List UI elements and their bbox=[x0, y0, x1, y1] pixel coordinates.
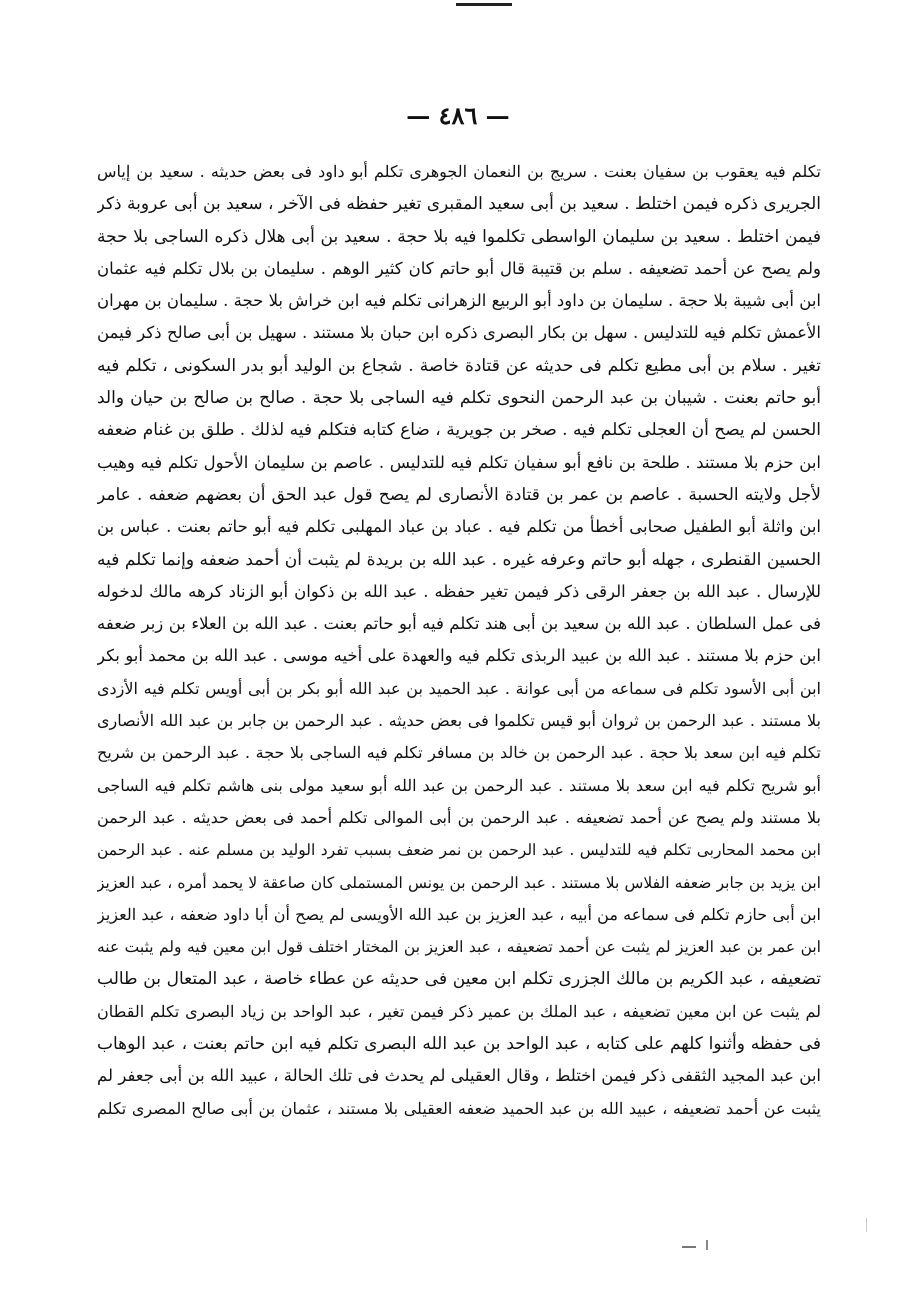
text-line: ابن عبد المجيد الثقفى ذكر فيمن اختلط ، وقال العقيلى لم يحدث فى تلك الحالة ، عبيد الله بن أبى جعفر لم bbox=[97, 1066, 821, 1086]
text-line: فى حفظه وأثنوا كلهم على كتابه ، عبد الواحد بن عبد الله البصرى تكلم فيه ابن حاتم بعنت ، عبد الوهاب bbox=[97, 1034, 821, 1055]
text-line: للإرسال . عبد الله بن جعفر الرقى ذكر فيمن تغير حفظه . عبد الله بن ذكوان أبو الزناد كرهه مالك لدخوله bbox=[97, 581, 821, 601]
text-line: الحسن لم يصح أن العجلى تكلم فيه . صخر بن جويرية ، ضاع كتابه فتكلم فيه لذلك . طلق بن غنام ضعفه bbox=[97, 420, 821, 441]
top-rule bbox=[456, 3, 512, 6]
text-line: ابن أبى الأسود تكلم فى سماعه من أبى عوانة . عبد الحميد بن عبد الله أبو بكر بن أبى أويس تكلم فيه الأزدى bbox=[97, 678, 821, 698]
text-line: ابن واثلة أبو الطفيل صحابى أخطأ من تكلم فيه . عباد بن عباد المهلبى تكلم فيه أبو حاتم بعنت . عباس بن bbox=[97, 517, 821, 537]
text-line: فى عمل السلطان . عبد الله بن سعيد بن أبى هند تكلم فيه أبو حاتم بعنت . عبد الله بن العلاء بن زبر ضعفه bbox=[97, 614, 821, 634]
scan-speck bbox=[866, 1218, 867, 1232]
text-line: ابن محمد المحاربى تكلم فيه للتدليس . عبد الرحمن بن نمر ضعف بسبب تفرد الوليد بن مسلم عنه . عبد الرحمن bbox=[97, 841, 821, 860]
text-line: الجريرى ذكره فيمن اختلط . سعيد بن أبى سعيد المقبرى تغير حفظه فى الآخر ، سعيد بن أبى عروبة ذكر bbox=[97, 194, 821, 215]
text-line: ابن حزم بلا مستند . عبد الله بن عبيد الربذى تكلم فيه والعهدة على أخيه موسى . عبد الله بن محمد أبو بكر bbox=[97, 646, 821, 666]
text-line: الأعمش تكلم فيه للتدليس . سهل بن بكار البصرى ذكره ابن حبان بلا مستند . سهيل بن أبى صالح ذكر فيمن bbox=[97, 323, 821, 343]
page-number: — ٤٨٦ — bbox=[406, 101, 510, 130]
text-line: يثبت عن أحمد تضعيفه ، عبيد الله بن عبد الحميد ضعفه العقيلى بلا مستند ، عثمان بن أبى صالح المصرى تكلم bbox=[97, 1098, 821, 1118]
text-line: تضعيفه ، عبد الكريم بن مالك الجزرى تكلم ابن معين فى حديثه عن عطاء خاصة ، عبد المتعال بن طالب bbox=[97, 969, 821, 990]
text-line: أبو شريح تكلم فيه ابن سعد بلا مستند . عبد الرحمن بن عبد الله أبو سعيد مولى بنى هاشم تكلم فيه الساجى bbox=[97, 775, 821, 795]
text-line: أبو حاتم بعنت . شيبان بن عبد الرحمن النحوى تكلم فيه الساجى بلا حجة . صالح بن صالح بن حيان والد bbox=[97, 388, 821, 409]
text-line: الحسين القنطرى ، جهله أبو حاتم وعرفه غيره . عبد الله بن بريدة لم يثبت أن أحمد ضعفه وإنما تكلم فيه bbox=[97, 549, 821, 570]
text-line: تغير . سلام بن أبى مطيع تكلم فى حديثه عن قتادة خاصة . شجاع بن الوليد أبو بدر السكونى ، تكلم فيه bbox=[97, 355, 821, 376]
text-line: بلا مستند . عبد الرحمن بن ثروان أبو قيس تكلموا فى بعض حديثه . عبد الرحمن بن جابر بن عبد الله الأنصارى bbox=[97, 711, 821, 731]
scan-speck bbox=[682, 1246, 696, 1248]
text-line: تكلم فيه يعقوب بن سفيان بعنت . سريج بن النعمان الجوهرى تكلم أبو داود فى بعض حديثه . سعيد بن إياس bbox=[97, 162, 821, 181]
text-line: لأجل ولايته الحسبة . عاصم بن عمر بن قتادة الأنصارى لم يصح قول عبد الحق أن بعضهم ضعفه . عامر bbox=[97, 484, 821, 505]
text-line: تكلم فيه ابن سعد بلا حجة . عبد الرحمن بن خالد بن مسافر تكلم فيه الساجى بلا حجة . عبد الرحمن بن شريح bbox=[97, 743, 821, 763]
body-text bbox=[97, 156, 821, 1125]
text-line: ابن أبى شيبة بلا حجة . سليمان بن داود أبو الربيع الزهرانى تكلم فيه ابن خراش بلا حجة . سليمان بن مهران bbox=[97, 291, 821, 311]
text-line: ولم يصح عن أحمد تضعيفه . سلم بن قتيبة قال أبو حاتم كان كثير الوهم . سليمان بن بلال تكلم فيه عثمان bbox=[97, 258, 821, 278]
text-line: لم يثبت عن ابن معين تضعيفه ، عبد الملك بن عمير ذكر فيمن تغير ، عبد الواحد بن زياد البصرى تكلم القطان bbox=[97, 1001, 821, 1021]
text-line: ابن أبى حازم تكلم فى سماعه من أبيه ، عبد العزيز بن عبد الله الأويسى لم يصح أن أبا داود ضعفه ، عبد العزيز bbox=[97, 904, 821, 924]
text-line: بلا مستند ولم يصح عن أحمد تضعيفه . عبد الرحمن بن أبى الموالى تكلم أحمد فى بعض حديثه . عبد الرحمن bbox=[97, 807, 821, 827]
text-line: ابن يزيد بن جابر ضعفه الفلاس بلا مستند . عبد الرحمن بن يونس المستملى كان صاعقة لا يحمد أمره ، عبد العزيز bbox=[97, 873, 821, 892]
text-line: ابن حزم بلا مستند . طلحة بن نافع أبو سفيان تكلم فيه للتدليس . عاصم بن سليمان الأحول تكلم فيه وهيب bbox=[97, 452, 821, 472]
scan-speck bbox=[706, 1240, 708, 1250]
text-line: فيمن اختلط . سعيد بن سليمان الواسطى تكلموا فيه بلا حجة . سعيد بن أبى هلال ذكره الساجى بلا حجة bbox=[97, 226, 821, 247]
text-line: ابن عمر بن عبد العزيز لم يثبت عن أحمد تضعيفه ، عبد العزيز بن المختار اختلف قول ابن معين فيه ولم يثبت عنه bbox=[97, 938, 821, 957]
